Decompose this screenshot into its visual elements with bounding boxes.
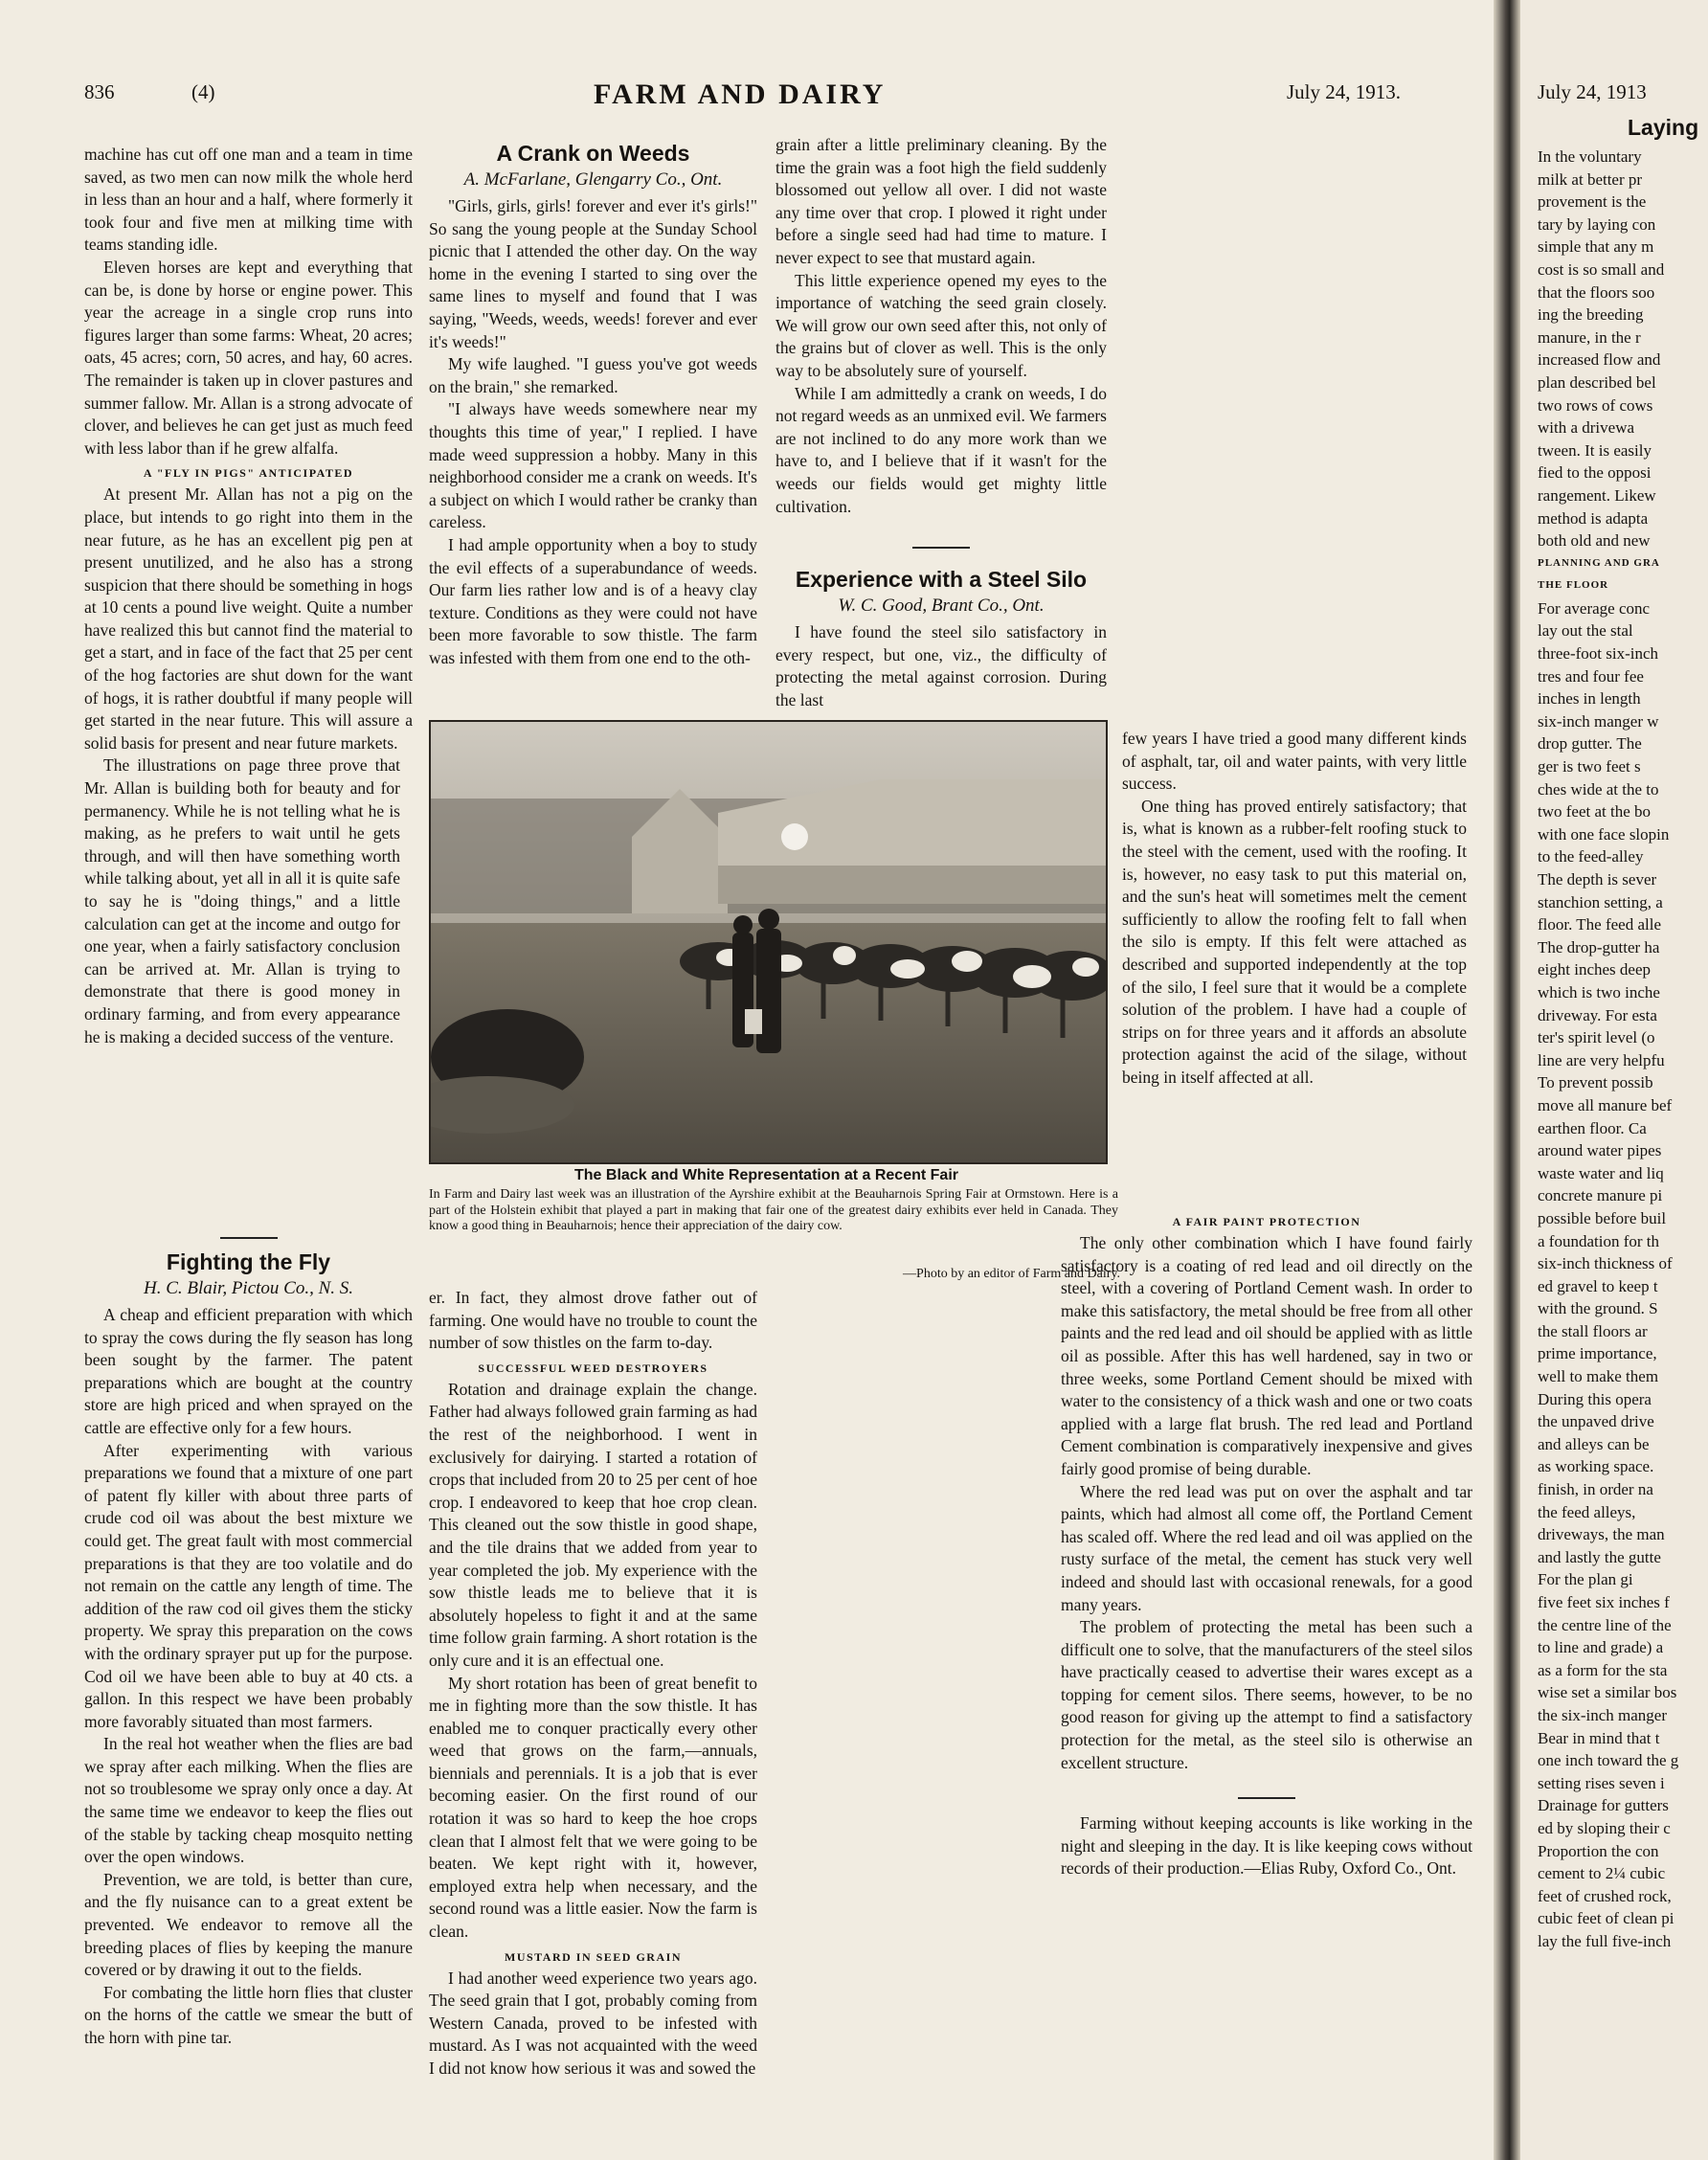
article-crank-on-weeds — [429, 134, 757, 669]
paragraph: few years I have tried a good many different kinds of asphalt, tar, oil and water paints, with very little success. — [1122, 729, 1467, 794]
next-page-line: In the voluntary — [1538, 147, 1642, 166]
next-page-date: July 24, 1913 — [1538, 80, 1647, 103]
paragraph: This little experience opened my eyes to the importance of watching the seed grain closely. We will grow our own seed after this, not only of the grains but of clover as well. This is the only way to be absolutely sure of yourself. — [775, 270, 1107, 380]
next-page-line: increased flow and — [1538, 350, 1661, 370]
column-1 — [84, 144, 413, 1048]
paragraph: The only other combination which I have found fairly satisfactory is a coating of red lead and oil directly on the steel, with a covering of Portland Cement wash. In order to make this satisfactory, the metal should be free from all other paints and the red lead and oil should be applied with as little oil as possible. After this has well hardened, say in two or three weeks, some Portland Cement should be mixed with water to the consistency of a thick wash and one or two coats applied with a large flat brush. The red lead and Portland Cement combination is comparatively inexpensive and gives fairly good promise of being durable. — [1061, 1233, 1472, 1478]
paragraph: The problem of protecting the metal has been such a difficult one to solve, that the manufacturers of the steel silos have practically ceased to advertise their wares except as a topping for cement silos. There seems, however, to be no good reason for giving up the attempt to find a satisfactory protection for the metal, as the steel silo is otherwise an excellent structure. — [1061, 1617, 1472, 1772]
next-page-line: one inch toward the g — [1538, 1751, 1679, 1770]
article-title: Fighting the Fly — [166, 1249, 331, 1274]
next-page-line: to line and grade) a — [1538, 1638, 1664, 1657]
paragraph: While I am admittedly a crank on weeds, I do not regard weeds as an unmixed evil. We farmers are not inclined to do any more work than we have to, and I believe that if it wasn't for the weeds our fields would get mighty little cultivation. — [775, 383, 1107, 516]
paragraph: machine has cut off one man and a team in time saved, as two men can now milk the whole herd in less than an hour and a half, where formerly it took four and five men at milking time with teams standing idle. — [84, 145, 413, 255]
paragraph: "Girls, girls, girls! forever and ever it's girls!" So sang the young people at the Sunday School picnic that I attended the other day. On the way home in the evening I started to sing over the same lines to myself and found that I was saying, "Weeds, weeds, weeds! forever and ever it's weeds!" — [429, 196, 757, 351]
next-page-line: driveway. For esta — [1538, 1005, 1657, 1024]
paragraph: In the real hot weather when the flies are bad we spray after each milking. When the flies are not so troublesome we spray only once a day. At the same time we endeavor to keep the flies out of the stable by tacking cheap mosquito netting over the open windows. — [84, 1734, 413, 1867]
next-page-text-lines — [1538, 146, 1708, 1953]
paragraph: The illustrations on page three prove that Mr. Allan is building both for beauty and for permanency. While he is not telling what he is making, as he prefers to wait until he gets through, and will then have something worth while talking about, yet all in all it is quite safe to say he is "doing things," and a little calculation can get at the income and outgo for one year, when a fairly satisfactory conclusion can be arrived at. Mr. Allan is trying to demonstrate that there is good money in ordinary farming, and from every appearance he is making a decided success of the venture. — [84, 755, 400, 1046]
filler-quote: Farming without keeping accounts is like working in the night and sleeping in the day. It is like keeping cows without records of their production.—Elias Ruby, Oxford Co., Ont. — [1061, 1813, 1472, 1879]
page-number: 836 — [84, 80, 115, 103]
subheading: A FAIR PAINT PROTECTION — [1172, 1215, 1361, 1228]
paragraph: I have found the steel silo satisfactory in every respect, but one, viz., the difficulty of protecting the metal against corrosion. During the last — [775, 622, 1107, 709]
article-byline: A. McFarlane, Glengarry Co., Ont. — [463, 169, 723, 190]
cattle-photo-illustration — [431, 722, 1106, 1162]
article-byline: W. C. Good, Brant Co., Ont. — [838, 596, 1045, 617]
next-page-line: manure, in the r — [1538, 327, 1641, 347]
next-page-line: around water pipes — [1538, 1141, 1662, 1160]
next-page-line: the feed alleys, — [1538, 1502, 1636, 1521]
next-page-line: both old and new — [1538, 531, 1651, 551]
next-page-line: provement is the — [1538, 192, 1647, 212]
next-page-line: eight inches deep — [1538, 960, 1652, 979]
next-page-line: a foundation for th — [1538, 1231, 1659, 1250]
next-page-line: with a drivewa — [1538, 418, 1635, 438]
subheading: MUSTARD IN SEED GRAIN — [505, 1949, 682, 1964]
next-page-line: drop gutter. The — [1538, 734, 1642, 754]
next-page-line: wise set a similar bos — [1538, 1683, 1677, 1702]
next-page-line: with one face slopin — [1538, 824, 1670, 844]
article-crank-continued — [429, 1287, 757, 2081]
photo-credit: —Photo by an editor of Farm and Dairy. — [903, 1267, 1120, 1281]
next-page-line: and lastly the gutte — [1538, 1547, 1661, 1566]
next-page-line: the centre line of the — [1538, 1615, 1672, 1634]
next-page-line: move all manure bef — [1538, 1095, 1673, 1114]
section-number: (4) — [191, 80, 215, 103]
next-page-line: six-inch manger w — [1538, 711, 1659, 731]
next-page-line: ches wide at the to — [1538, 779, 1659, 799]
next-page-line: possible before buil — [1538, 1208, 1667, 1227]
next-page-line: as a form for the sta — [1538, 1660, 1668, 1679]
next-page-line: ed gravel to keep t — [1538, 1276, 1658, 1295]
next-page-line: method is adapta — [1538, 508, 1649, 528]
photo-caption-title: The Black and White Representation at a Recent Fair — [574, 1167, 958, 1183]
next-page-line: lay out the stal — [1538, 621, 1633, 641]
next-page-line: lay the full five-inch — [1538, 1931, 1672, 1950]
article-title: Experience with a Steel Silo — [795, 567, 1088, 593]
paragraph: One thing has proved entirely satisfactory; that is, what is known as a rubber-felt roofing stuck to the steel with the cement, used with the roofing. It is, however, no easy task to put this material on, and the sun's heat will sometimes melt the cement sufficiently to allow the roofing felt to fall when the silo is empty. If this felt were attached as described and supported independently at the top of the silo, I feel sure that it would be a complete solution of the problem. I have had a couple of strips on for three years and it affords an absolute protection against the acid of the silage, without being in itself affected at all. — [1122, 796, 1467, 1087]
next-page-line: inches in length — [1538, 689, 1641, 709]
next-page-line: as working space. — [1538, 1457, 1654, 1476]
book-gutter — [1494, 0, 1520, 2160]
article-steel-silo-continued — [1061, 1208, 1472, 1880]
next-page-line: and alleys can be — [1538, 1434, 1650, 1453]
next-page-line: three-foot six-inch — [1538, 644, 1659, 664]
next-page-line: For the plan gi — [1538, 1570, 1633, 1589]
article-fighting-the-fly — [84, 1222, 413, 2050]
next-page-line: that the floors soo — [1538, 282, 1655, 302]
next-page-line: two feet at the bo — [1538, 802, 1652, 821]
paragraph: I had ample opportunity when a boy to study the evil effects of a superabundance of weeds. Our farm lies rather low and is of a heavy clay texture. Conditions as they were could not have been more favorable to sow thistle. The farm was infested with them from one end to the oth- — [429, 534, 757, 667]
next-page-line: During this opera — [1538, 1389, 1652, 1408]
paragraph: I had another weed experience two years ago. The seed grain that I got, probably coming from Western Canada, proved to be infested with mustard. As I was not acquainted with the weed I did not know how serious it was and sowed the — [429, 1968, 757, 2078]
article-steel-silo — [1122, 728, 1467, 1090]
next-page-line: setting rises seven i — [1538, 1773, 1665, 1792]
next-page-line: cement to 2¼ cubic — [1538, 1864, 1666, 1883]
next-page-line: the stall floors ar — [1538, 1321, 1648, 1340]
next-page-line: The depth is sever — [1538, 870, 1657, 889]
issue-date: July 24, 1913. — [1287, 80, 1402, 103]
next-page-line: concrete manure pi — [1538, 1186, 1663, 1205]
next-page-line: tween. It is easily — [1538, 440, 1652, 460]
column-3 — [775, 134, 1107, 711]
next-page-line: with the ground. S — [1538, 1299, 1658, 1318]
next-page-partial — [1520, 0, 1708, 2160]
next-page-line: to the feed-alley — [1538, 847, 1644, 866]
next-page-line: ing the breeding — [1538, 305, 1644, 325]
paragraph: A cheap and efficient preparation with which to spray the cows during the fly season has long been sought by the farmer. The patent preparations which are bought at the country store are high priced and when sprayed on the cattle are effective only for a few hours. — [84, 1305, 413, 1437]
next-page-line: the unpaved drive — [1538, 1412, 1654, 1431]
next-page-line: ed by sloping their c — [1538, 1818, 1671, 1837]
next-page-line: ger is two feet s — [1538, 757, 1641, 776]
paragraph: er. In fact, they almost drove father out of farming. One would have no trouble to count the number of sow thistles on the farm to-day. — [429, 1288, 757, 1353]
next-page-line: five feet six inches f — [1538, 1593, 1670, 1611]
next-page-line: well to make them — [1538, 1367, 1659, 1386]
next-page-line: milk at better pr — [1538, 169, 1643, 189]
subheading: A "FLY IN PIGS" ANTICIPATED — [143, 466, 354, 481]
subheading: SUCCESSFUL WEED DESTROYERS — [478, 1361, 708, 1375]
next-page-line: two rows of cows — [1538, 395, 1653, 415]
paragraph: At present Mr. Allan has not a pig on the place, but intends to go right into them in the near future, as he has an excellent pig pen at present unutilized, and he also has a strong suspicion that there should be something in hogs at 10 cents a pound live weight. Quite a number have realized this but cannot find the material to get a start, and in face of the fact that 25 per cent of the hog factories are shut down for the want of hogs, it is rather doubtful if many people will get started in the near future. This will assure a solid basis for present and near future markets. — [84, 484, 413, 753]
next-page-line: tary by laying con — [1538, 214, 1656, 234]
next-page-article-title: Laying — [1628, 115, 1699, 140]
paragraph: Eleven horses are kept and everything that can be, is done by horse or engine power. This year the acreage in a single crop runs into figures larger than some farms: Wheat, 20 acres; oats, 45 acres; corn, 50 acres, and hay, 60 acres. The remainder is taken up in clover pastures and summer fallow. Mr. Allan is a strong advocate of clover, and believes he can get just as much feed with less labor than if he grew alfalfa. — [84, 257, 413, 458]
next-page-line: line are very helpfu — [1538, 1050, 1665, 1069]
paragraph: "I always have weeds somewhere near my thoughts this time of year," I replied. I have made weed suppression a hobby. Many in this neighborhood consider me a crank on weeds. It's a subject on which I would rather be cranky than careless. — [429, 399, 757, 532]
next-page-line: the six-inch manger — [1538, 1705, 1668, 1724]
next-page-line: floor. The feed alle — [1538, 915, 1662, 934]
next-page-line: fied to the opposi — [1538, 463, 1652, 483]
article-title: A Crank on Weeds — [496, 141, 690, 166]
photo-caption: In Farm and Dairy last week was an illustration of the Ayrshire exhibit at the Beauharnois Spring Fair at Ormstown. Here is a part of the Holstein exhibit that played a part in making that fair one of the greatest dairy exhibits ever held in Canada. They know a good thing in Beauharnois; hence their appreciation of the dairy cow. — [429, 1187, 1118, 1233]
next-page-line: stanchion setting, a — [1538, 892, 1663, 911]
next-page-line: tres and four fee — [1538, 666, 1644, 686]
article-byline: H. C. Blair, Pictou Co., N. S. — [143, 1278, 354, 1298]
paragraph: My wife laughed. "I guess you've got weeds on the brain," she remarked. — [429, 354, 757, 396]
photo-holstein-exhibit — [429, 720, 1108, 1164]
paragraph: grain after a little preliminary cleaning. By the time the grain was a foot high the field suddenly blossomed out yellow all over. I did not waste any time over that crop. I plowed it right under before a single seed had had time to mature. I never expect to see that mustard again. — [775, 135, 1107, 267]
next-page-line: driveways, the man — [1538, 1525, 1665, 1544]
next-page-line: prime importance, — [1538, 1344, 1657, 1363]
next-page-line: which is two inche — [1538, 982, 1660, 1001]
paragraph: After experimenting with various preparations we found that a mixture of one part of patent fly killer with about three parts of crude cod oil was about the best mixture we could get. The great fault with most commercial preparations is that they are too volatile and do not remain on the cattle any length of time. The addition of the raw cod oil gives them the sticky property. We spray this preparation on the cows with the ordinary sprayer put up for the purpose. Cod oil we have been able to buy at 40 cts. a gallon. In this respect we have been probably more favorably situated than most farmers. — [84, 1440, 413, 1731]
next-page-line: waste water and liq — [1538, 1163, 1664, 1182]
next-page-line: To prevent possib — [1538, 1073, 1653, 1092]
next-page-line: plan described bel — [1538, 372, 1656, 392]
paragraph: My short rotation has been of great benefit to me in fighting more than the sow thistle. It has enabled me to conquer practically every other weed that grows on the farm,—annuals, biennials and perennials. It is a job that is ever becoming easier. On the first round of our rotation it was so hard to keep the hoe crops clean that I almost felt that we were going to be beaten. We kept right with it, however, employed extra help when necessary, and the second round was a little easier. Now the farm is clean. — [429, 1673, 757, 1942]
next-page-line: feet of crushed rock, — [1538, 1886, 1672, 1905]
next-page-line: six-inch thickness of — [1538, 1254, 1673, 1273]
divider — [1238, 1797, 1295, 1799]
divider — [220, 1237, 278, 1239]
next-page-line: simple that any m — [1538, 237, 1654, 257]
next-page-line: finish, in order na — [1538, 1480, 1653, 1499]
next-page-line: cubic feet of clean pi — [1538, 1909, 1674, 1928]
next-page-line: Bear in mind that t — [1538, 1728, 1660, 1747]
next-page-line: For average conc — [1538, 598, 1651, 618]
next-page-line: The drop-gutter ha — [1538, 937, 1660, 956]
next-page-line: Proportion the con — [1538, 1841, 1659, 1860]
next-page-line: PLANNING AND GRA — [1538, 556, 1660, 569]
next-page-line: ter's spirit level (o — [1538, 1028, 1655, 1047]
paragraph: Where the red lead was put on over the asphalt and tar paints, which had almost all come off, the Portland Cement has scaled off. Where the red lead and oil was applied on the rusty surface of the metal, the cement has stuck very well indeed and should last with occasional renewals, for a good many years. — [1061, 1481, 1472, 1614]
masthead-title: FARM AND DAIRY — [594, 79, 887, 110]
next-page-line: cost is so small and — [1538, 259, 1665, 279]
next-page-line: rangement. Likew — [1538, 485, 1656, 505]
paragraph: For combating the little horn flies that cluster on the horns of the cattle we smear the butt of the horn with pine tar. — [84, 1982, 413, 2047]
paragraph: Prevention, we are told, is better than cure, and the fly nuisance can to a great extent be prevented. We endeavor to remove all the breeding places of flies by keeping the manure covered or by drawing it out to the fields. — [84, 1869, 413, 1980]
next-page-line: earthen floor. Ca — [1538, 1118, 1647, 1137]
paragraph: Rotation and drainage explain the change. Father had always followed grain farming as had the rest of the neighborhood. I went in exclusively for dairying. I started a rotation of crops that included from 20 to 25 per cent of hoe crop. I endeavored to keep that hoe crop clean. This cleaned out the sow thistle in good shape, and the tile drains that we added from year to year completed the job. My experience with the sow thistle leads me to believe that it is absolutely hopeless to fight it and at the same time follow grain farming. A short rotation is the only cure and it is an effectual one. — [429, 1379, 757, 1670]
next-page-line: Drainage for gutters — [1538, 1796, 1669, 1815]
divider — [912, 547, 970, 549]
next-page-line: THE FLOOR — [1538, 579, 1609, 592]
